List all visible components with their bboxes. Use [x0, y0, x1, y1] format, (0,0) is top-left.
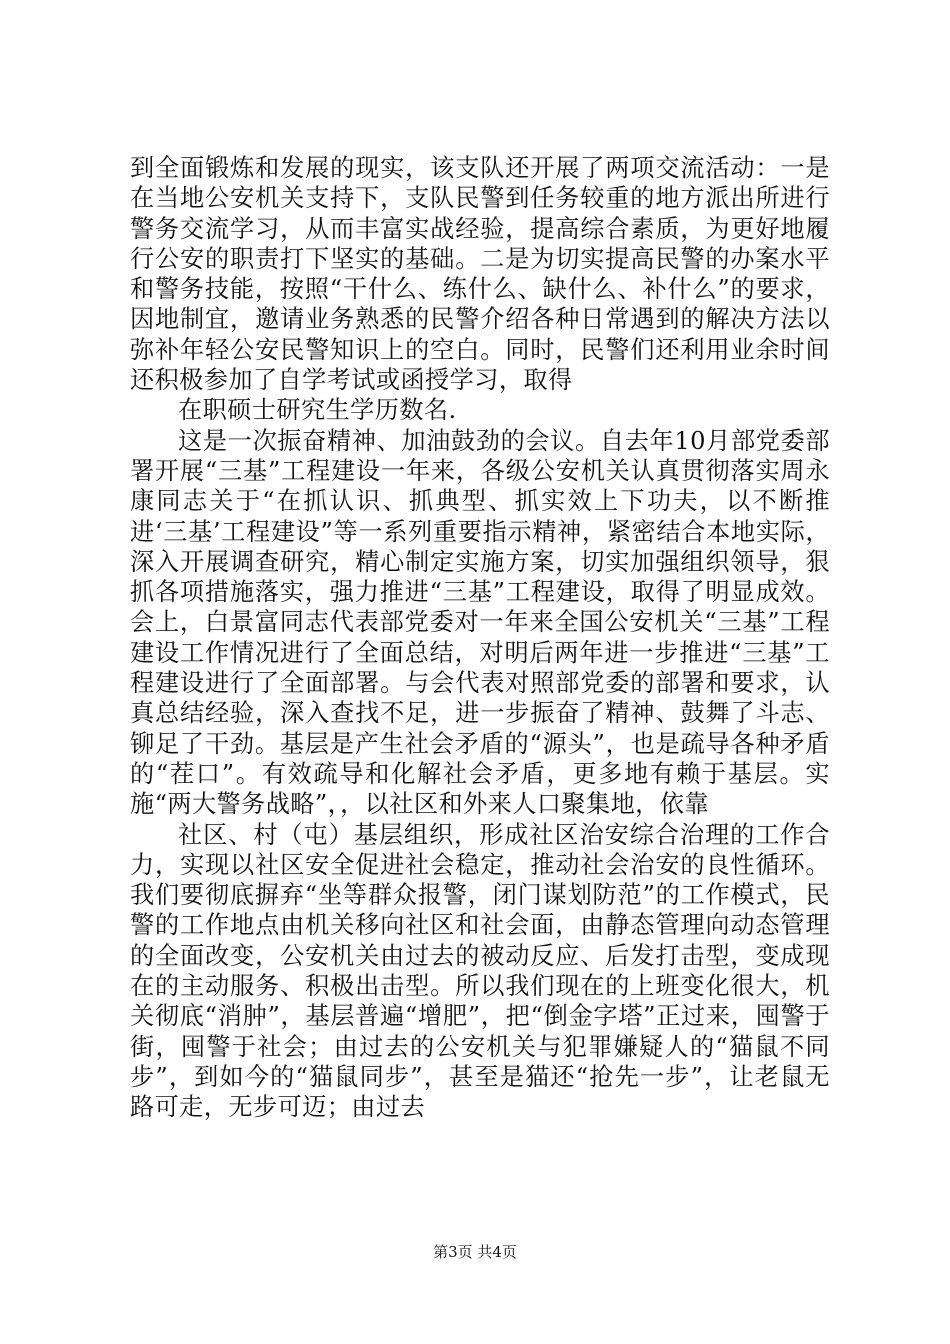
paragraph-degree-note: 在职硕士研究生学历数名.: [178, 396, 457, 425]
paragraph-meeting: 这是一次振奋精神、加油鼓劲的会议。自去年10月部党委部署开展“三基”工程建设一年来，各级公安机关认真贯彻落实周永康同志关于“在抓认识、抓典型、抓实效上下功夫，以不断推进‘三基’工程建设”等一系列重要指示精神，紧密结合本地实际，深入开展调查研究，精心制定实施方案，切实加强组织领导，狠抓各项措施落实，强力推进“三基”工程建设，取得了明显成效。会上，白景富同志代表部党委对一年来全国公安机关“三基”工程建设工作情况进行了全面总结，对明后两年进一步推进“三基”工程建设进行了全面部署。与会代表对照部党委的部署和要求，认真总结经验，深入查找不足，进一步振奋了精神、鼓舞了斗志、铆足了干劲。基层是产生社会矛盾的“源头”，也是疏导各种矛盾的“茬口”。有效疏导和化解社会矛盾，更多地有赖于基层。实施“两大警务战略”，，以社区和外来人口聚集地，依靠: [130, 426, 830, 819]
paragraph-community: 社区、村（屯）基层组织，形成社区治安综合治理的工作合力，实现以社区安全促进社会稳定，推动社会治安的良性循环。我们要彻底摒弃“坐等群众报警，闭门谋划防范”的工作模式，民警的工作地点由机关移向社区和社会面，由静态管理向动态管理的全面改变，公安机关由过去的被动反应、后发打击型，变成现在的主动服务、积极出击型。所以我们现在的上班变化很大，机关彻底“消肿”，基层普遍“增肥”，把“倒金字塔”正过来，囤警于街，囤警于社会；由过去的公安机关与犯罪嫌疑人的“猫鼠不同步”，到如今的“猫鼠同步”，甚至是猫还“抢先一步”，让老鼠无路可走，无步可迈；由过去: [130, 820, 830, 1122]
page-number-footer: 第3页 共4页: [433, 1243, 517, 1261]
paragraph-continuation: 到全面锻炼和发展的现实，该支队还开展了两项交流活动：一是在当地公安机关支持下，支队民警到任务较重的地方派出所进行警务交流学习，从而丰富实战经验，提高综合素质，为更好地履行公安的职责打下坚实的基础。二是为切实提高民警的办案水平和警务技能，按照“干什么、练什么、缺什么、补什么”的要求，因地制宜，邀请业务熟悉的民警介绍各种日常遇到的解决方法以弥补年轻公安民警知识上的空白。同时，民警们还利用业余时间还积极参加了自学考试或函授学习，取得: [130, 154, 830, 395]
document-body: [130, 153, 830, 1123]
